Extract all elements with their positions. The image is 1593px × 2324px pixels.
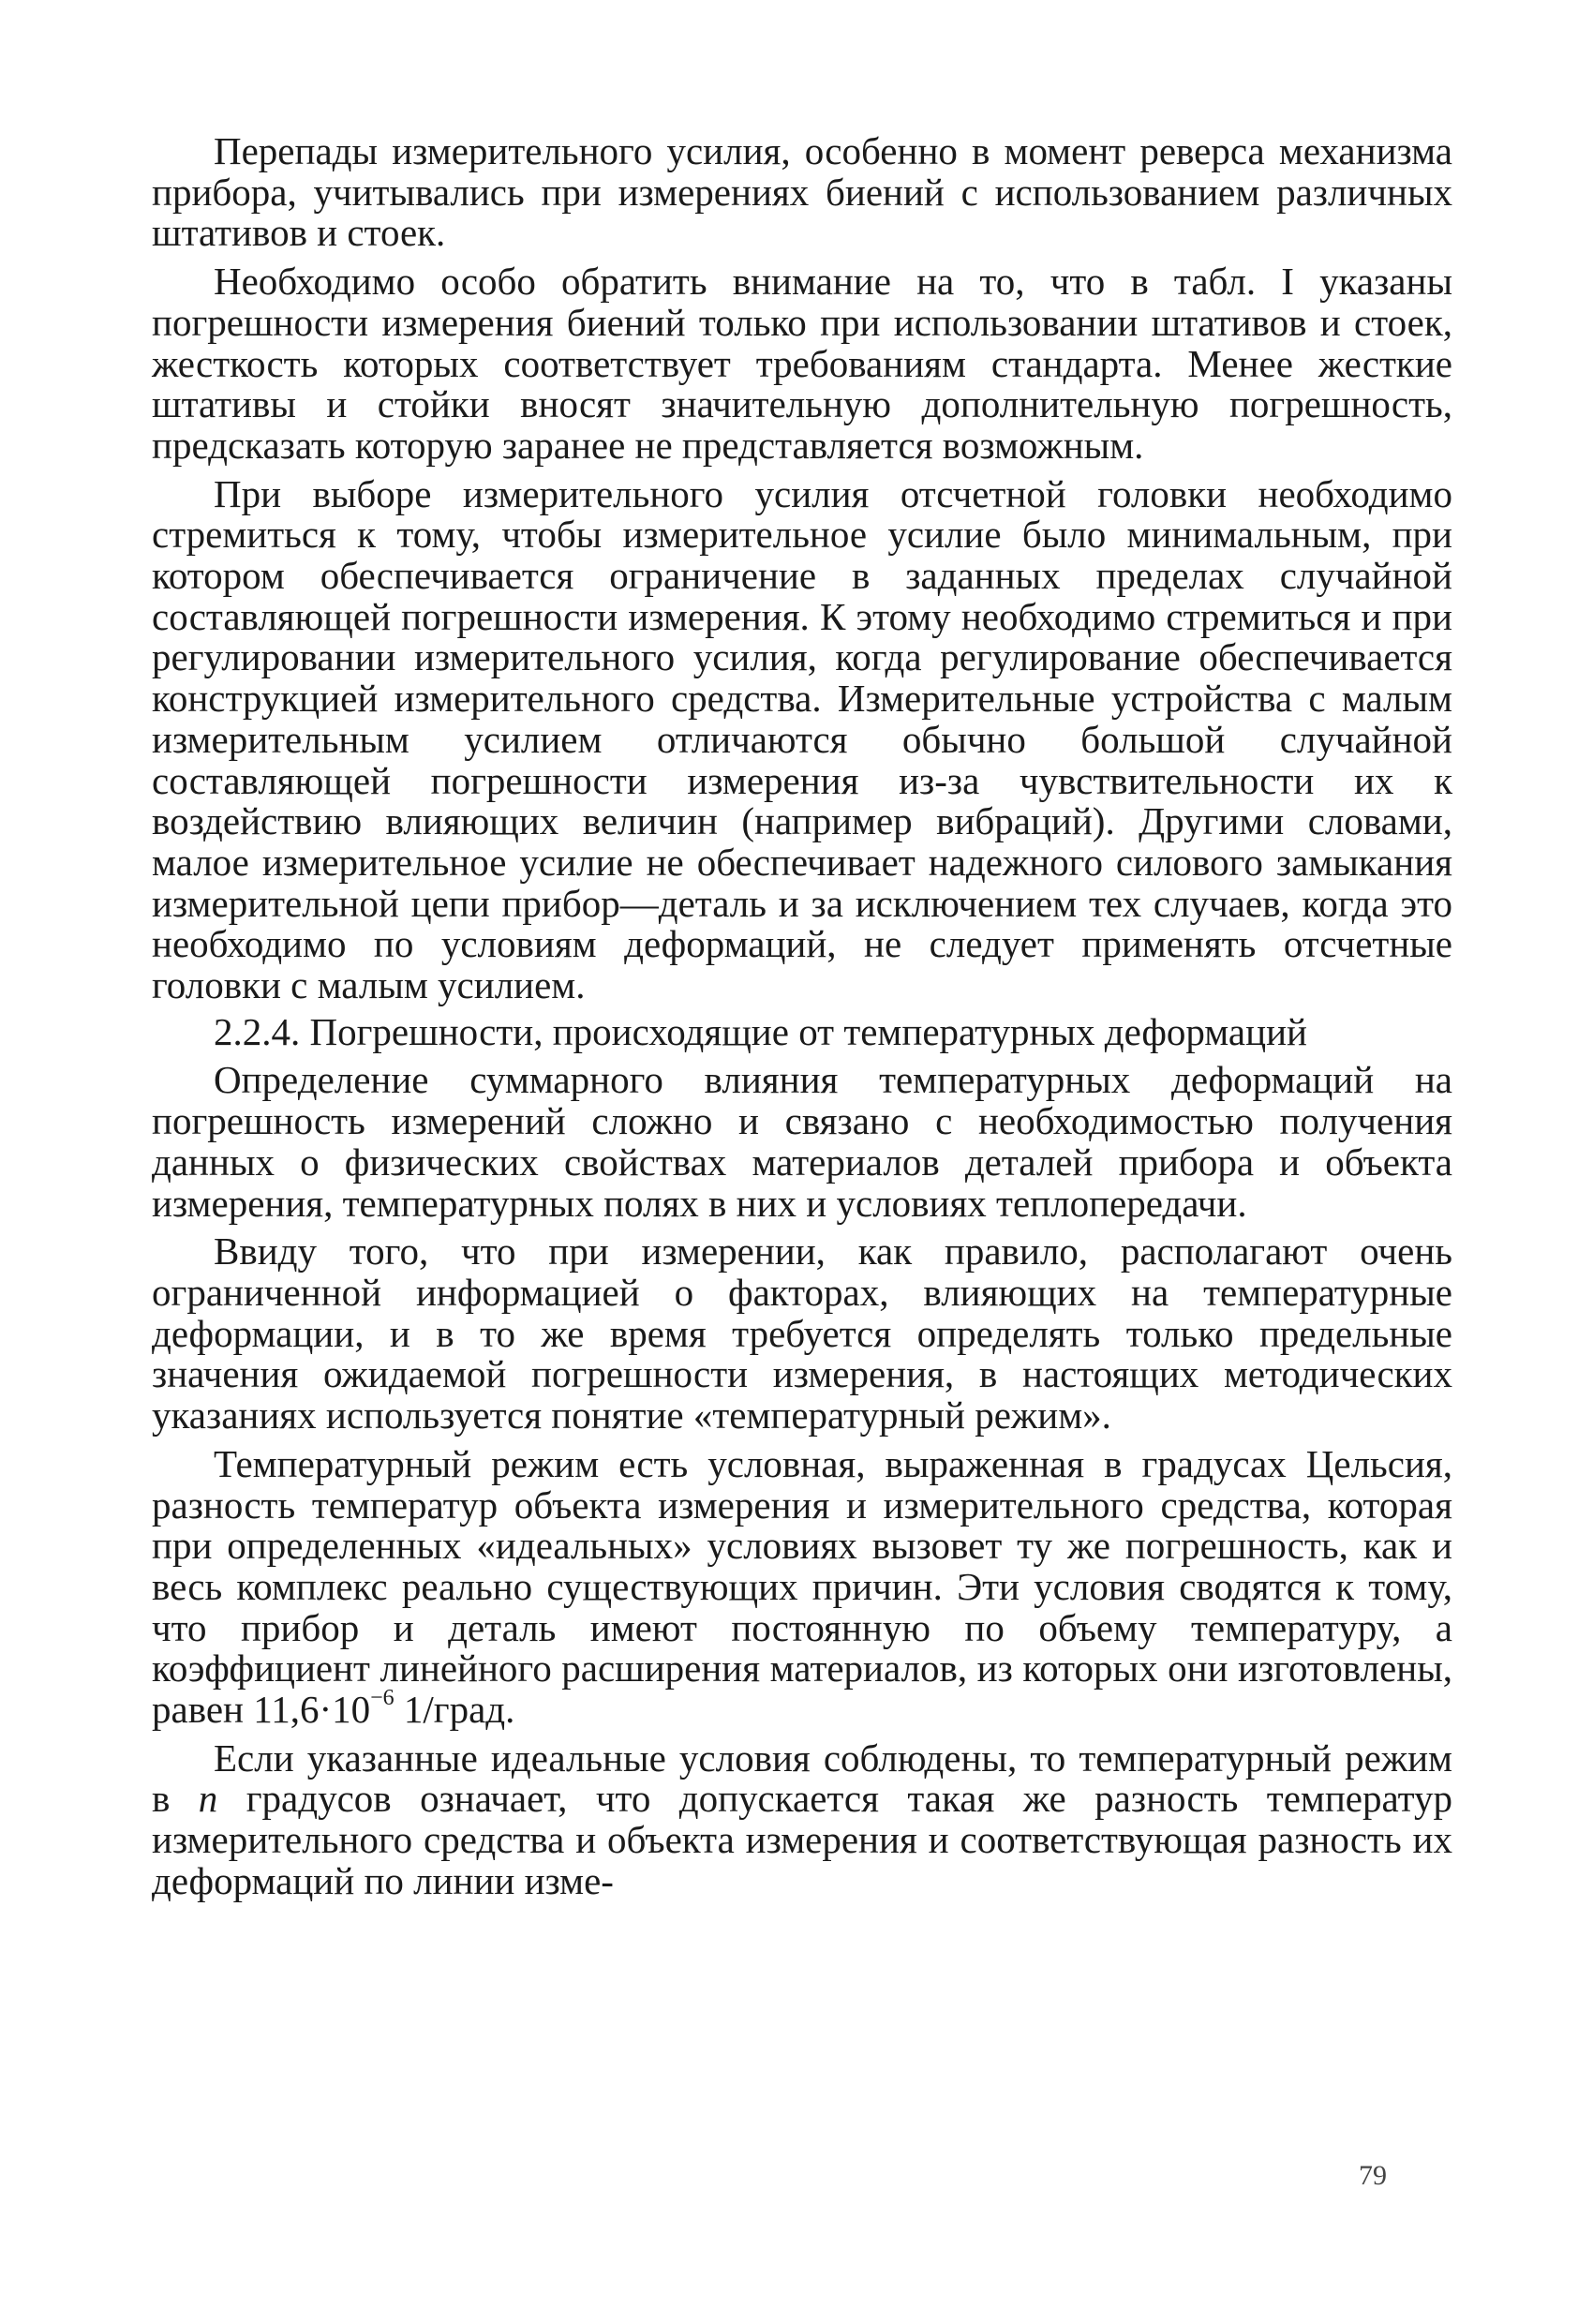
paragraph-4: Определение суммарного влияния температурных деформаций на погрешность измерений сложно и связано с необходимостью получения данных о физических свойствах материалов деталей прибора и объекта измерения, температурных полях в них и условиях теплопередачи.	[152, 1058, 1452, 1225]
coefficient-unit: 1/град.	[394, 1688, 515, 1732]
coefficient-exponent: −6	[370, 1686, 395, 1711]
paragraph-6-text: Температурный режим есть условная, выраженная в градусах Цельсия, разность температур объекта измерения и измерительного средства, которая при определенных «идеальных» условиях вызовет ту же погрешность, как и весь комплекс реально существующих причин. Эти условия сводятся к тому, что прибор и деталь имеют постоянную по объему температуру, а коэффициент линейного расширения материалов, из которых они изготовлены, равен	[152, 1441, 1452, 1732]
coefficient-value: 11,6·10	[253, 1688, 371, 1732]
paragraph-5: Ввиду того, что при измерении, как правило, располагают очень ограниченной информацией о факторах, влияющих на температурные деформации, и в то же время требуется определять только предельные значения ожидаемой погрешности измерения, в настоящих методических указаниях используется понятие «температурный режим».	[152, 1229, 1452, 1438]
paragraph-7	[152, 1738, 1452, 1902]
paragraph-1: Перепады измерительного усилия, особенно в момент реверса механизма прибора, учитывались при измерениях биений с использованием различных штативов и стоек.	[152, 129, 1452, 255]
paragraph-7-start: Если указанные идеальные условия соблюдены, то температурный режим в	[152, 1736, 1452, 1821]
paragraph-7-end: градусов означает, что допускается такая же разность температур измерительного средства и объекта измерения и соответствующая разность их деформаций по линии изме-	[152, 1777, 1452, 1902]
paragraph-2: Необходимо особо обратить внимание на то, что в табл. I указаны погрешности измерения биений только при использовании штативов и стоек, жесткость которых соответствует требованиям стандарта. Менее жесткие штативы и стойки вносят значительную дополнительную погрешность, предсказать которую заранее не представляется возможным.	[152, 260, 1452, 467]
page-number: 79	[1359, 2160, 1387, 2191]
variable-n: n	[198, 1777, 218, 1821]
page-text	[152, 131, 1452, 1910]
paragraph-6	[152, 1441, 1452, 1732]
paragraph-3: При выборе измерительного усилия отсчетной головки необходимо стремиться к тому, чтобы измерительное усилие было минимальным, при котором обеспечивается ограничение в заданных пределах случайной составляющей погрешности измерения. К этому необходимо стремиться и при регулировании измерительного усилия, когда регулирование обеспечивается конструкцией измерительного средства. Измерительные устройства с малым измерительным усилием отличаются обычно большой случайной составляющей погрешности измерения из-за чувствительности их к воздействию влияющих величин (например вибраций). Другими словами, малое измерительное усилие не обеспечивает надежного силового замыкания измерительной цепи прибор—деталь и за исключением тех случаев, когда это необходимо по условиям деформаций, не следует применять отсчетные головки с малым усилием.	[152, 471, 1452, 1007]
section-heading: 2.2.4. Погрешности, происходящие от температурных деформаций	[214, 1009, 1307, 1053]
